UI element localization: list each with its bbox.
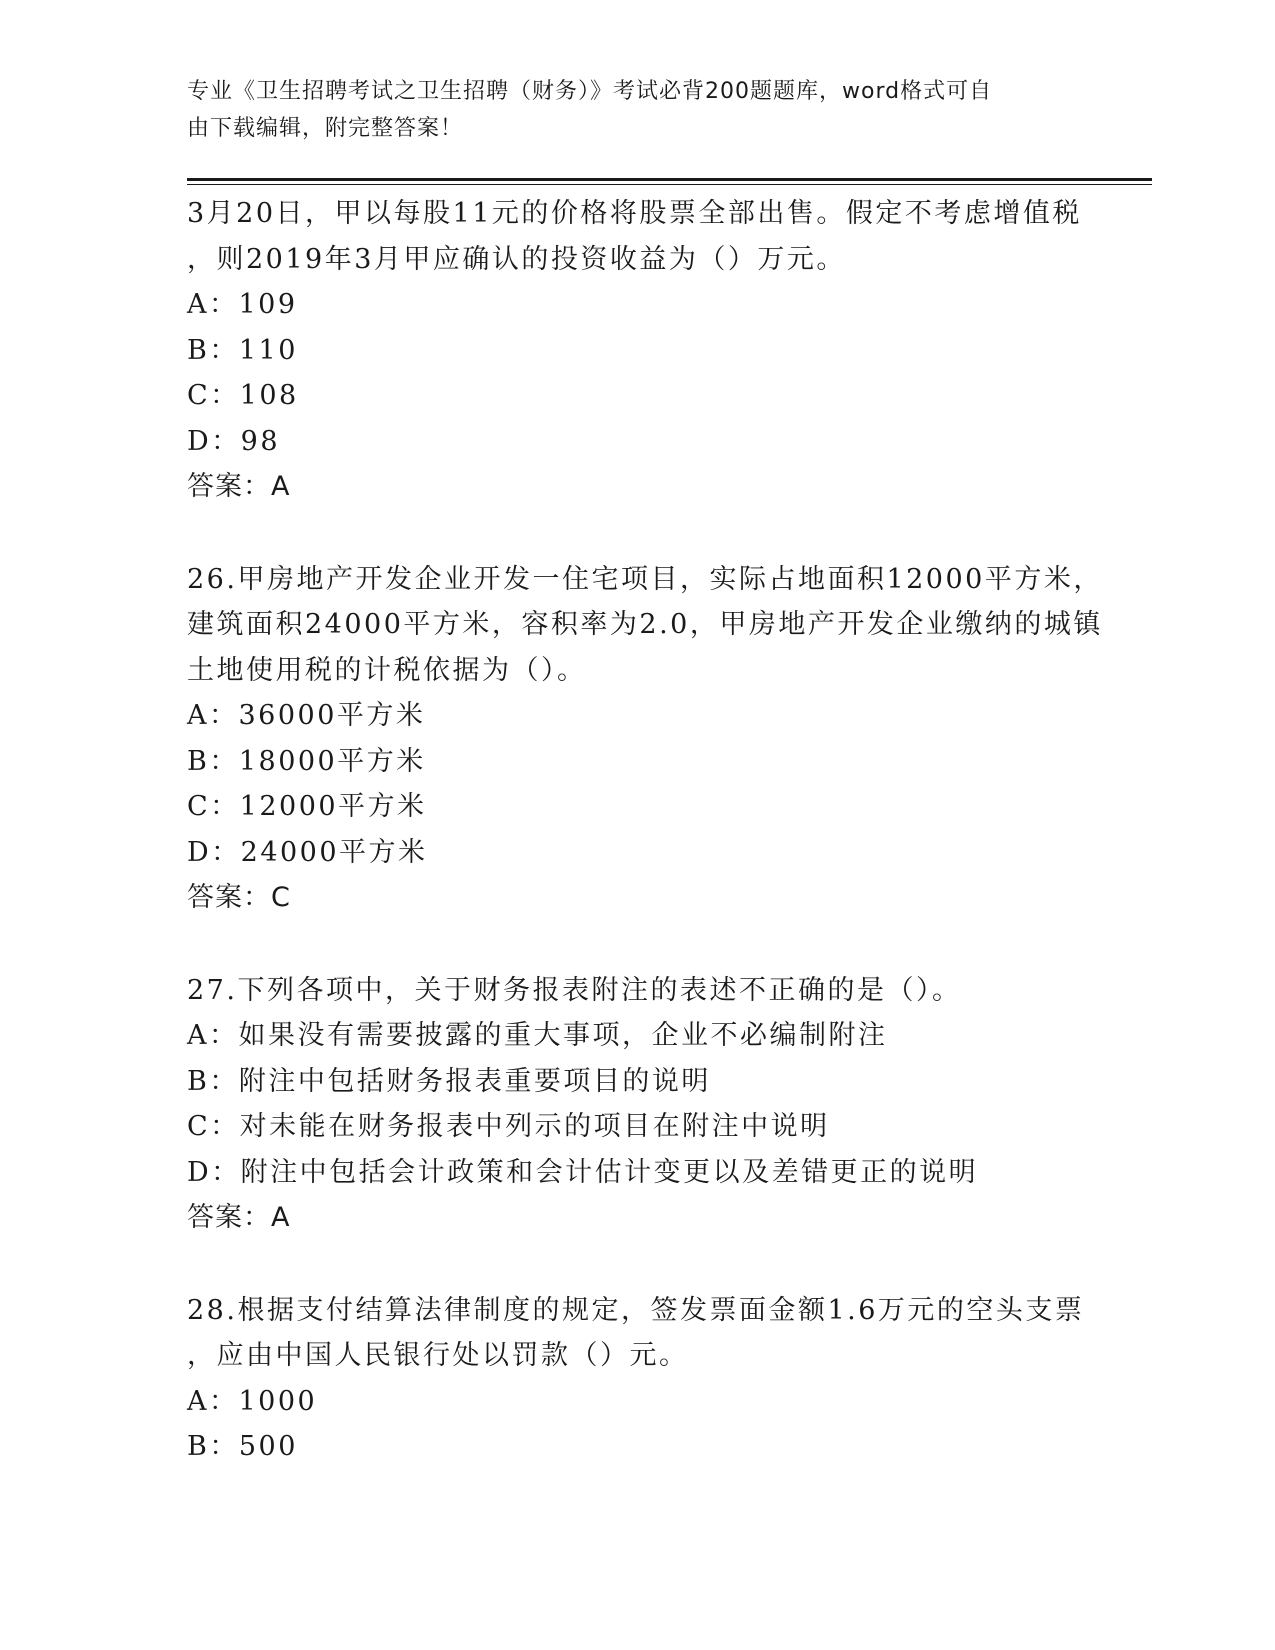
option-b: B：500	[187, 1431, 298, 1462]
header-rule-thin	[187, 184, 1152, 185]
question-25	[187, 191, 1087, 510]
option-d: D：附注中包括会计政策和会计估计变更以及差错更正的说明	[187, 1156, 979, 1188]
option-c: C：108	[187, 380, 299, 411]
option-c: C：对未能在财务报表中列示的项目在附注中说明	[187, 1111, 830, 1142]
option-b: B：18000平方米	[187, 745, 426, 777]
answer-line: 答案：C	[187, 882, 291, 913]
document-header	[187, 73, 1067, 147]
spacer	[187, 1241, 1087, 1288]
answer-line: 答案：A	[187, 1202, 291, 1233]
option-a: A：109	[187, 289, 298, 320]
question-list	[187, 191, 1103, 1470]
question-stem-line: 土地使用税的计税依据为（）。	[187, 654, 587, 686]
option-d: D：24000平方米	[187, 836, 428, 868]
header-line-1: 专业《卫生招聘考试之卫生招聘（财务）》考试必背200题题库，word格式可自	[187, 79, 993, 104]
option-d: D：98	[187, 425, 281, 457]
question-stem-line: ，则2019年3月甲应确认的投资收益为（）万元。	[187, 243, 846, 275]
question-stem-line: 26.甲房地产开发企业开发一住宅项目，实际占地面积12000平方米，	[187, 563, 1103, 595]
option-c: C：12000平方米	[187, 791, 427, 822]
question-stem-line: ，应由中国人民银行处以罚款（）元。	[187, 1340, 689, 1371]
header-line-2: 由下载编辑，附完整答案！	[187, 116, 464, 141]
question-stem-line: 27.下列各项中，关于财务报表附注的表述不正确的是（）。	[187, 974, 962, 1006]
spacer	[187, 921, 1087, 968]
option-a: A：36000平方米	[187, 700, 426, 731]
spacer	[187, 510, 1087, 557]
option-b: B：附注中包括财务报表重要项目的说明	[187, 1065, 711, 1097]
answer-line: 答案：A	[187, 471, 291, 502]
question-28	[187, 1288, 1087, 1470]
question-stem-line: 28.根据支付结算法律制度的规定，签发票面金额1.6万元的空头支票	[187, 1294, 1085, 1326]
question-27	[187, 968, 1087, 1241]
question-stem-line: 3月20日，甲以每股11元的价格将股票全部出售。假定不考虑增值税	[187, 198, 1082, 229]
option-b: B：110	[187, 334, 298, 366]
option-a: A：如果没有需要披露的重大事项，企业不必编制附注	[187, 1020, 888, 1051]
header-rule-thick	[187, 178, 1152, 181]
question-26	[187, 557, 1103, 921]
question-stem-line: 建筑面积24000平方米，容积率为2.0，甲房地产开发企业缴纳的城镇	[187, 609, 1103, 640]
option-a: A：1000	[187, 1385, 318, 1417]
